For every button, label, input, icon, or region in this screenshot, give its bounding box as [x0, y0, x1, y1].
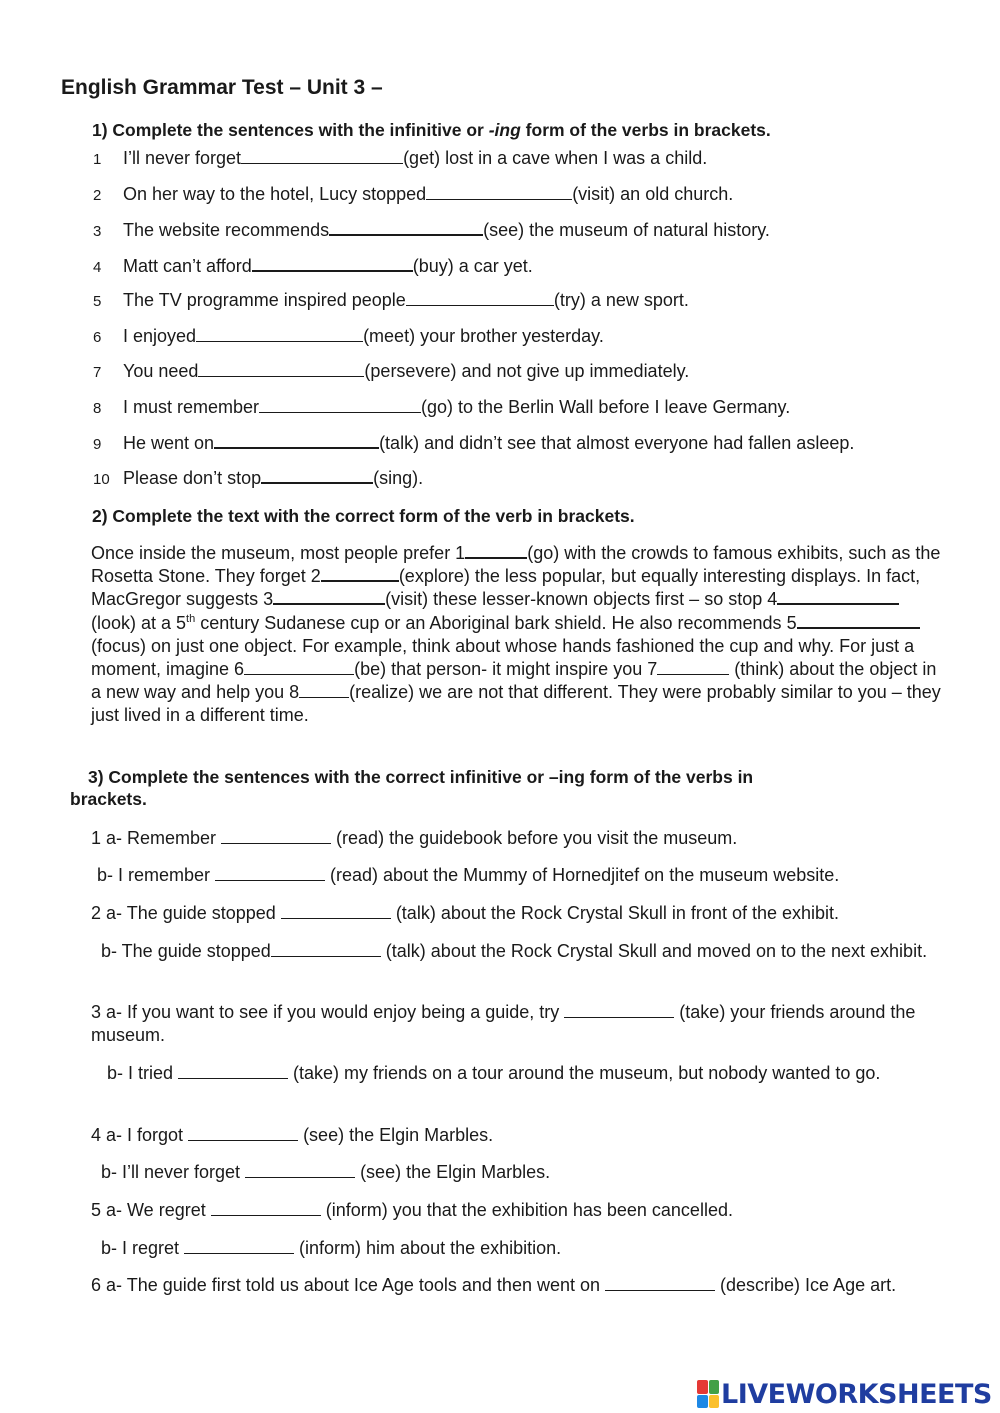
answer-blank[interactable] [245, 1163, 355, 1178]
s3-item-2a: 2 a- The guide stopped (talk) about the Rock Crystal Skull in front of the exhibit. [91, 903, 840, 923]
s1-item-3: 3 The website recommends (see) the museum of natural history. [93, 220, 770, 240]
answer-blank[interactable] [657, 660, 729, 675]
answer-blank[interactable] [273, 589, 385, 605]
answer-blank[interactable] [271, 942, 381, 957]
answer-blank[interactable] [564, 1003, 674, 1018]
answer-blank[interactable] [211, 1201, 321, 1216]
s1-item-2: 2 On her way to the hotel, Lucy stopped (visit) an old church. [93, 184, 734, 204]
s1-item-8: 8 I must remember (go) to the Berlin Wall before I leave Germany. [93, 397, 791, 417]
logo-square-red [697, 1380, 708, 1394]
answer-blank[interactable] [321, 566, 399, 582]
answer-blank[interactable] [252, 254, 413, 272]
logo-text: LIVEWORKSHEETS [721, 1378, 992, 1410]
answer-blank[interactable] [188, 1126, 298, 1141]
s1-item-9: 9 He went on (talk) and didn’t see that almost everyone had fallen asleep. [93, 433, 855, 453]
answer-blank[interactable] [406, 289, 554, 306]
answer-blank[interactable] [259, 396, 421, 413]
s1-item-4: 4 Matt can’t afford (buy) a car yet. [93, 256, 533, 276]
liveworksheets-logo-icon [697, 1380, 719, 1408]
answer-blank[interactable] [777, 589, 899, 605]
section2-paragraph: Once inside the museum, most people prefer 1 (go) with the crowds to famous exhibits, such as the Rosetta Stone. They forget 2 (explore) the less popular, but equally interesting displays. In fact, MacGregor suggests 3 (visit) these lesser-known objects first – so stop 4(look) at a 5th century Sudanese cup or an Aboriginal bark shield. He also recommends 5 (focus) on just one object. For example, think about whose hands fashioned the cup and why. For just a moment, imagine 6 (be) that person- it might inspire you 7 (think) about the object in a new way and help you 8 (realize) we are not that different. They were probably similar to you – they just lived in a different time. [91, 543, 941, 726]
s3-item-1b: b- I remember (read) about the Mummy of Hornedjitef on the museum website. [97, 865, 840, 885]
s3-item-4a: 4 a- I forgot (see) the Elgin Marbles. [91, 1125, 494, 1145]
s1-item-6: 6 I enjoyed (meet) your brother yesterday. [93, 326, 604, 346]
s1-item-5: 5 The TV programme inspired people (try) a new sport. [93, 290, 689, 310]
logo-square-green [709, 1380, 720, 1394]
answer-blank[interactable] [465, 543, 527, 559]
answer-blank[interactable] [221, 829, 331, 844]
answer-blank[interactable] [426, 183, 572, 200]
s3-item-4b: b- I’ll never forget (see) the Elgin Marbles. [101, 1162, 551, 1182]
answer-blank[interactable] [196, 325, 363, 342]
s3-item-3a: 3 a- If you want to see if you would enjoy being a guide, try (take) your friends around the museum. [91, 1002, 916, 1045]
s3-item-5b: b- I regret (inform) him about the exhibition. [101, 1238, 562, 1258]
logo-square-blue [697, 1395, 708, 1409]
answer-blank[interactable] [241, 147, 403, 164]
answer-blank[interactable] [214, 431, 379, 449]
answer-blank[interactable] [261, 466, 373, 484]
s1-item-10: 10 Please don’t stop (sing). [93, 468, 424, 488]
page-title: English Grammar Test – Unit 3 – [61, 76, 383, 99]
liveworksheets-logo[interactable] [697, 1377, 992, 1411]
s3-item-5a: 5 a- We regret (inform) you that the exhibition has been cancelled. [91, 1200, 733, 1220]
answer-blank[interactable] [184, 1239, 294, 1254]
s3-item-2b: b- The guide stopped (talk) about the Rock Crystal Skull and moved on to the next exhibit. [101, 941, 928, 961]
answer-blank[interactable] [605, 1276, 715, 1291]
answer-blank[interactable] [797, 613, 920, 629]
answer-blank[interactable] [244, 660, 354, 675]
section2-heading: 2) Complete the text with the correct form of the verb in brackets. [92, 506, 635, 526]
s1-item-7: 7 You need (persevere) and not give up immediately. [93, 361, 690, 381]
logo-square-yellow [709, 1395, 720, 1409]
answer-blank[interactable] [329, 218, 483, 236]
answer-blank[interactable] [198, 360, 364, 377]
section3-heading: 3) Complete the sentences with the correct infinitive or –ing form of the verbs in brackets. [70, 767, 754, 809]
s3-item-6a: 6 a- The guide first told us about Ice Age tools and then went on (describe) Ice Age art. [91, 1275, 897, 1295]
answer-blank[interactable] [178, 1064, 288, 1079]
answer-blank[interactable] [281, 904, 391, 919]
answer-blank[interactable] [299, 683, 349, 698]
s1-item-1: 1 I’ll never forget (get) lost in a cave when I was a child. [93, 148, 708, 168]
s3-item-3b: b- I tried (take) my friends on a tour around the museum, but nobody wanted to go. [107, 1063, 881, 1083]
section1-heading: 1) Complete the sentences with the infinitive or -ing form of the verbs in brackets. [92, 120, 771, 140]
s3-item-1a: 1 a- Remember (read) the guidebook before you visit the museum. [91, 828, 738, 848]
answer-blank[interactable] [215, 866, 325, 881]
